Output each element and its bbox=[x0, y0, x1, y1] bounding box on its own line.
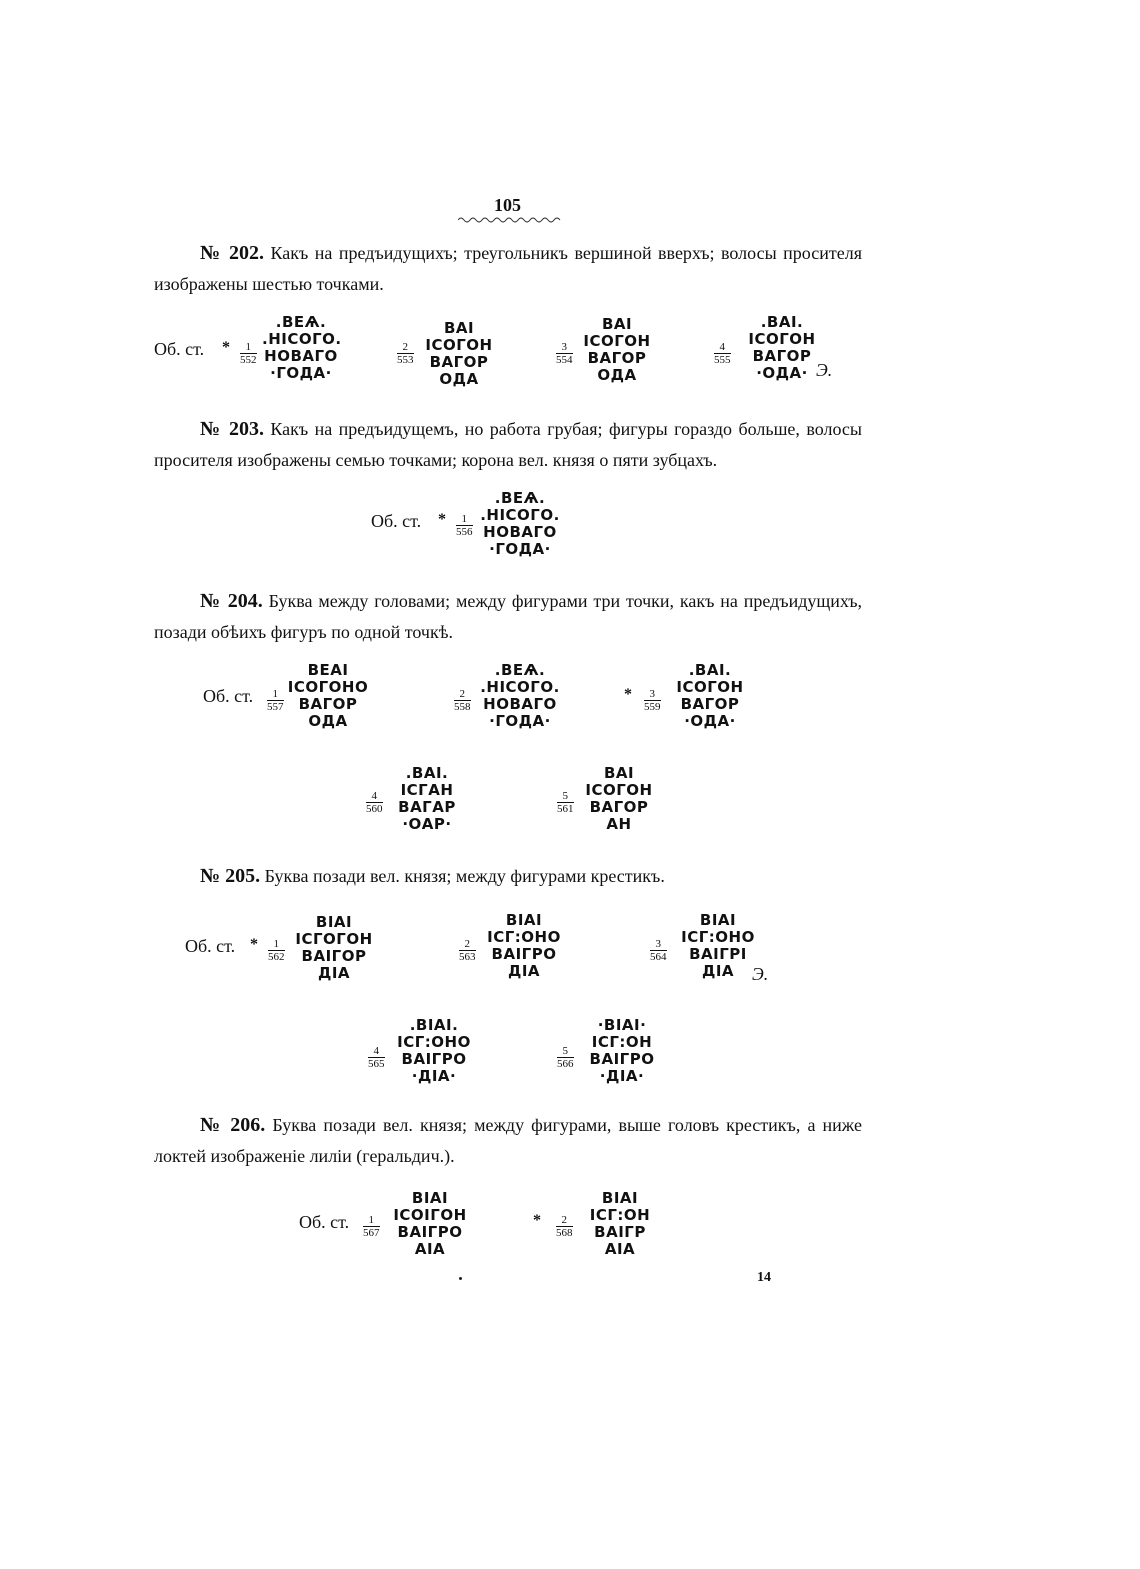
star-mark: * bbox=[250, 936, 258, 953]
coin-legend: ВАІ ІСОГОН ВАГОР ОДА bbox=[425, 319, 493, 388]
entry-number: № 206. bbox=[200, 1114, 266, 1136]
coin-legend: .ВАІ. ІСГАН ВАГАР ·ОАР· bbox=[398, 764, 456, 833]
coin-label: Об. ст. bbox=[203, 686, 254, 706]
entry-text: Буква позади вел. князя; между фигурами крестикъ. bbox=[260, 866, 665, 886]
page-number: 105 bbox=[494, 195, 521, 215]
coin-legend: ВАІ ІСОГОН ВАГОР АН bbox=[585, 764, 653, 833]
catalog-fraction: $\frac{1}{556}$ bbox=[456, 513, 473, 538]
coin-legend: ВІАІ ІСГОГОН ВАІГОР ДІА bbox=[295, 913, 373, 982]
signature-mark: 14 bbox=[757, 1270, 771, 1285]
coin-label: Об. ст. bbox=[371, 511, 422, 531]
coin-legend: .ВЕѦ. .НІСОГО. НОВАГО ·ГОДА· bbox=[480, 661, 560, 730]
star-mark: * bbox=[438, 511, 446, 528]
coin-legend: ВІАІ ІСОІГОН ВАІГРО АІА bbox=[393, 1189, 467, 1258]
entry-206 bbox=[154, 1110, 862, 1172]
entry-text: Буква позади вел. князя; между фигурами, выше головъ крестикъ, а ниже локтей изображеніе лиліи (геральдич.). bbox=[154, 1115, 862, 1166]
star-mark: * bbox=[533, 1212, 541, 1229]
star-mark: * bbox=[624, 686, 632, 703]
entry-text: Какъ на предъидущихъ; треугольникъ вершиной вверхъ; волосы просителя изображены шестью точками. bbox=[154, 243, 862, 294]
coin-legend: .ВАІ. ІСОГОН ВАГОР ·ОДА· bbox=[676, 661, 744, 730]
catalog-fraction: $\frac{2}{568}$ bbox=[556, 1214, 573, 1239]
coin-label: Об. ст. bbox=[154, 339, 205, 359]
catalog-fraction: $\frac{2}{558}$ bbox=[454, 688, 471, 713]
catalog-fraction: $\frac{2}{563}$ bbox=[459, 938, 476, 963]
entry-202 bbox=[154, 238, 862, 300]
catalog-fraction: $\frac{3}{559}$ bbox=[644, 688, 661, 713]
catalog-fraction: $\frac{1}{557}$ bbox=[267, 688, 284, 713]
coin-legend: ВІАІ ІСГ:ОНО ВАІГРІ ДІА bbox=[681, 911, 755, 980]
entry-text: Буква между головами; между фигурами три точки, какъ на предъидущихъ, позади обѣихъ фигуръ по одной точкѣ. bbox=[154, 591, 863, 642]
coin-legend: ВАІ ІСОГОН ВАГОР ОДА bbox=[583, 315, 651, 384]
e-mark: Э. bbox=[816, 360, 833, 380]
coin-label: Об. ст. bbox=[299, 1212, 350, 1232]
entry-number: № 205. bbox=[200, 865, 261, 887]
catalog-fraction: $\frac{1}{552}$ bbox=[240, 341, 257, 366]
coin-legend: .ВІАІ. ІСГ:ОНО ВАІГРО ·ДІА· bbox=[397, 1016, 471, 1085]
coin-legend: ·ВІАІ· ІСГ:ОН ВАІГРО ·ДІА· bbox=[589, 1016, 655, 1085]
stray-dot bbox=[459, 1277, 462, 1280]
catalog-fraction: $\frac{5}{566}$ bbox=[557, 1045, 574, 1070]
catalog-fraction: $\frac{1}{562}$ bbox=[268, 938, 285, 963]
coin-legend: ВІАІ ІСГ:ОН ВАІГР АІА bbox=[589, 1189, 651, 1258]
catalog-fraction: $\frac{5}{561}$ bbox=[557, 790, 574, 815]
coin-legend: ВІАІ ІСГ:ОНО ВАІГРО ДІА bbox=[487, 911, 561, 980]
entry-204 bbox=[154, 586, 862, 648]
e-mark: Э. bbox=[752, 964, 769, 984]
entry-number: № 202. bbox=[200, 242, 265, 264]
catalog-fraction: $\frac{2}{553}$ bbox=[397, 341, 414, 366]
coin-legend: .ВЕѦ. .НІСОГО. НОВАГО ·ГОДА· bbox=[262, 313, 342, 382]
entry-number: № 204. bbox=[200, 590, 263, 612]
catalog-fraction: $\frac{3}{554}$ bbox=[556, 341, 573, 366]
ornament-flourish bbox=[458, 214, 573, 224]
entry-203 bbox=[154, 414, 862, 476]
entry-number: № 203. bbox=[200, 418, 264, 440]
coin-legend: .ВЕѦ. .НІСОГО. НОВАГО ·ГОДА· bbox=[480, 489, 560, 558]
coin-legend: .ВАІ. ІСОГОН ВАГОР ·ОДА· bbox=[748, 313, 816, 382]
entry-205 bbox=[154, 861, 862, 892]
star-mark: * bbox=[222, 339, 230, 356]
coin-label: Об. ст. bbox=[185, 936, 236, 956]
catalog-fraction: $\frac{4}{560}$ bbox=[366, 790, 383, 815]
catalog-fraction: $\frac{4}{555}$ bbox=[714, 341, 731, 366]
coin-legend: ВЕАІ ІСОГОНО ВАГОР ОДА bbox=[287, 661, 369, 730]
catalog-fraction: $\frac{1}{567}$ bbox=[363, 1214, 380, 1239]
catalog-fraction: $\frac{3}{564}$ bbox=[650, 938, 667, 963]
entry-text: Какъ на предъидущемъ, но работа грубая; фигуры гораздо больше, волосы просителя изображены семью точками; корона вел. князя о пяти зубцахъ. bbox=[154, 419, 862, 470]
catalog-fraction: $\frac{4}{565}$ bbox=[368, 1045, 385, 1070]
